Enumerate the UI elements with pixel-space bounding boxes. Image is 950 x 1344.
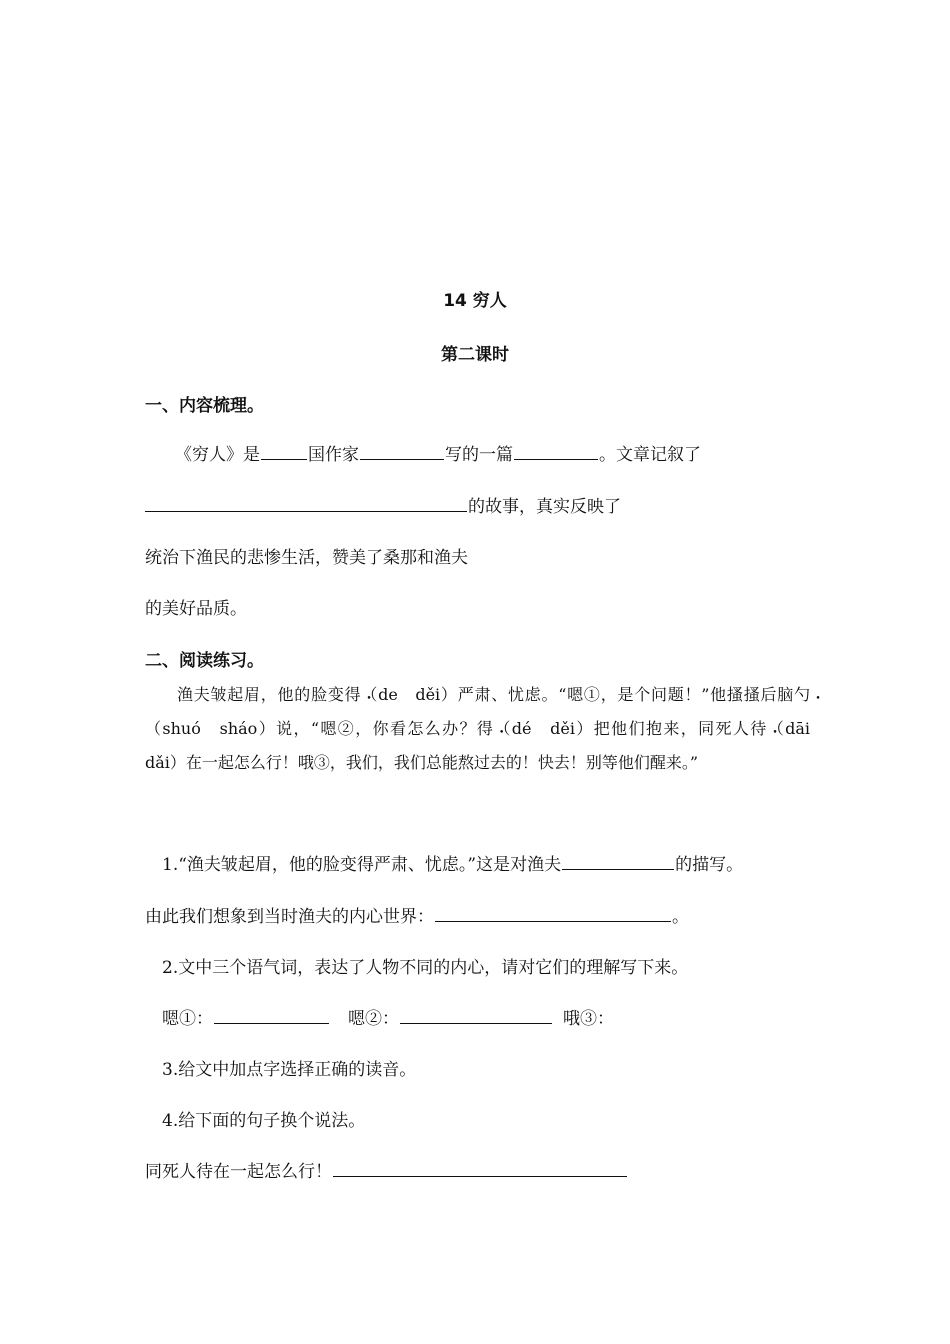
text: 国作家 <box>308 445 359 465</box>
blank-en1[interactable] <box>214 1005 329 1024</box>
passage-text: （shuó sháo）说，“嗯②，你看怎么办？ <box>145 719 477 738</box>
page-title: 14 穷人 <box>443 291 507 311</box>
question-1b <box>145 902 689 927</box>
question-4b <box>145 1157 628 1182</box>
page-subtitle: 第二课时 <box>441 345 509 365</box>
question-text: 1.“渔夫皱起眉，他的脸变得严肃、忧虑。”这是对渔夫 <box>162 855 562 875</box>
section1-line3: 统治下渔民的悲惨生活，赞美了桑那和渔夫 <box>145 548 468 568</box>
question-4: 4.给下面的句子换个说法。 <box>162 1111 366 1131</box>
question-text: 的描写。 <box>675 855 744 875</box>
question-3: 3.给文中加点字选择正确的读音。 <box>162 1060 417 1080</box>
dotted-char: 勺 • <box>794 685 810 704</box>
section1-line4: 的美好品质。 <box>145 599 247 619</box>
section2-heading: 二、阅读练习。 <box>145 651 264 671</box>
question-text: 同死人待在一起怎么行！ <box>145 1162 332 1182</box>
passage-text: （de děi）严肃、忧虑。“嗯①，是个问题！”他搔搔后脑 <box>361 685 794 704</box>
text: 的故事，真实反映了 <box>468 497 621 517</box>
question-1 <box>162 850 743 875</box>
question-text: 由此我们想象到当时渔夫的内心世界： <box>145 907 434 927</box>
dotted-char: 得 • <box>477 719 494 738</box>
passage-text: （dé děi）把他们抱来，同死人 <box>494 719 751 738</box>
reading-passage <box>145 678 826 780</box>
label-o3: 哦③： <box>563 1009 614 1029</box>
section1-line2 <box>145 492 621 517</box>
section1-line1 <box>175 440 701 465</box>
blank-en2[interactable] <box>400 1005 552 1024</box>
blank-author[interactable] <box>360 441 444 460</box>
question-2: 2.文中三个语气词，表达了人物不同的内心，请对它们的理解写下来。 <box>162 958 689 978</box>
blank-country[interactable] <box>261 441 307 460</box>
blank-rewrite[interactable] <box>333 1158 627 1177</box>
text: 。文章记叙了 <box>599 445 701 465</box>
question-2b <box>162 1004 614 1029</box>
text: 写的一篇 <box>445 445 513 465</box>
blank-description[interactable] <box>562 851 674 870</box>
dotted-char: 得 • <box>345 685 362 704</box>
label-en1: 嗯①： <box>162 1009 213 1029</box>
question-text: 。 <box>672 907 689 927</box>
label-en2: 嗯②： <box>348 1009 399 1029</box>
blank-genre[interactable] <box>514 441 598 460</box>
text: 《穷人》是 <box>175 445 260 465</box>
blank-inner-world[interactable] <box>435 903 671 922</box>
passage-text: 渔夫皱起眉，他的脸变 <box>177 685 345 704</box>
passage-text: （dāi dǎi）在一起怎么行！哦③，我们，我们总能熬过去的！快去！别等他们醒来。” <box>145 719 826 772</box>
dotted-char: 待 • <box>750 719 767 738</box>
blank-story[interactable] <box>145 493 467 512</box>
passage-paragraph <box>145 678 826 780</box>
section1-heading: 一、内容梳理。 <box>145 396 264 416</box>
